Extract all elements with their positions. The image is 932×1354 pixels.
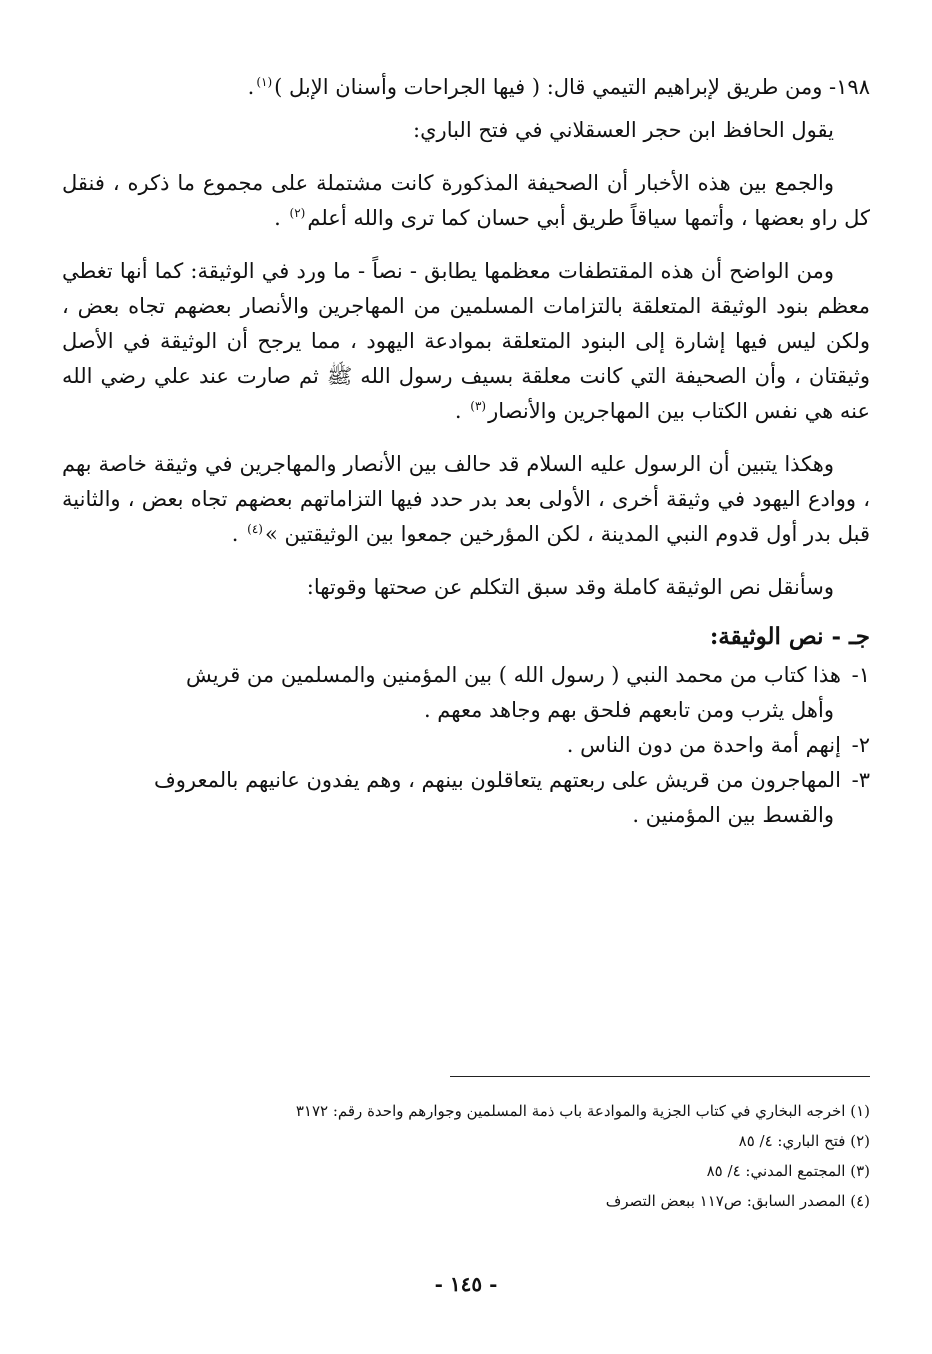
page-number: - ١٤٥ - — [434, 1272, 498, 1296]
paragraph-198: ١٩٨- ومن طريق لإبراهيم التيمي قال: ( فيها الجراحات وأسنان الإبل )$^{(١)}$. — [247, 75, 870, 99]
paragraph-jam-text: والجمع بين هذه الأخبار أن الصحيفة المذكورة كانت مشتملة على مجموع ما ذكره ، فنقل كل راو بعضها ، وأتمها سياقاً طريق أبي حسان كما ترى والله أعلم — [62, 171, 870, 230]
footnote-ref-4: (٤) — [247, 522, 263, 536]
footnote: (١) اخرجه البخاري في كتاب الجزية والموادعة باب ذمة المسلمين وجوارهم واحدة رقم: ٣١٧٢ — [295, 1102, 870, 1120]
paragraph-hakadha-text: وهكذا يتبين أن الرسول عليه السلام قد حالف بين الأنصار والمهاجرين في وثيقة خاصة بهم ، ووادع اليهود في وثيقة أخرى ، الأولى بعد بدر حدد فيها التزاماتهم بعضهم تجاه بعض ، والثانية قبل بدر أول قدوم النبي المدينة ، لكن المؤرخين جمعوا بين الوثيقتين » — [62, 452, 870, 546]
main-text — [62, 70, 870, 833]
paragraph-hafiz: يقول الحافظ ابن حجر العسقلاني في فتح الباري: — [413, 118, 834, 142]
section-heading: جـ - نص الوثيقة: — [709, 623, 870, 650]
footnote: (٤) المصدر السابق: ص١١٧ ببعض التصرف — [605, 1192, 870, 1210]
paragraph-hakadha: وهكذا يتبين أن الرسول عليه السلام قد حالف بين الأنصار والمهاجرين في وثيقة خاصة بهم ، ووادع اليهود في وثيقة أخرى ، الأولى بعد بدر حدد فيها التزاماتهم بعضهم تجاه بعض ، والثانية قبل بدر أول قدوم النبي المدينة ، لكن المؤرخين جمعوا بين الوثيقتين »$^{(٤)}$ . — [62, 452, 870, 546]
item-number: ٣- — [851, 768, 870, 792]
item-text: هذا كتاب من محمد النبي ( رسول الله ) بين المؤمنين والمسلمين من قريش — [185, 663, 841, 687]
footnotes — [62, 1096, 870, 1216]
item-number: ١- — [851, 663, 870, 687]
item-continuation: وأهل يثرب ومن تابعهم فلحق بهم وجاهد معهم . — [423, 698, 834, 722]
list-item — [62, 658, 870, 693]
paragraph-198-text: ١٩٨- ومن طريق لإبراهيم التيمي قال: ( فيها الجراحات وأسنان الإبل ) — [274, 75, 870, 99]
item-text: إنهم أمة واحدة من دون الناس . — [566, 733, 841, 757]
footnote-ref-1: (١) — [256, 75, 273, 89]
item-text: المهاجرون من قريش على ربعتهم يتعاقلون بينهم ، وهم يفدون عانيهم بالمعروف — [153, 768, 841, 792]
paragraph-wadih-text: ومن الواضح أن هذه المقتطفات معظمها يطابق - نصاً - ما ورد في الوثيقة: كما أنها تغطي معظم بنود الوثيقة المتعلقة بالتزامات المسلمين من المهاجرين والأنصار بعضهم تجاه بعض ، ولكن ليس فيها إشارة إلى البنود المتعلقة بموادعة اليهود ، مما يرجح أن الوثيقة في الأصل وثيقتان ، وأن الصحيفة التي كانت معلقة بسيف رسول الله ﷺ ثم صارت عند علي رضي الله عنه هي نفس الكتاب بين المهاجرين والأنصار — [62, 259, 870, 423]
paragraph-wadih: ومن الواضح أن هذه المقتطفات معظمها يطابق - نصاً - ما ورد في الوثيقة: كما أنها تغطي معظم بنود الوثيقة المتعلقة بالتزامات المسلمين من المهاجرين والأنصار بعضهم تجاه بعض ، ولكن ليس فيها إشارة إلى البنود المتعلقة بموادعة اليهود ، مما يرجح أن الوثيقة في الأصل وثيقتان ، وأن الصحيفة التي كانت معلقة بسيف رسول الله ﷺ ثم صارت عند علي رضي الله عنه هي نفس الكتاب بين المهاجرين والأنصار$^{(٣)}$ . — [62, 259, 870, 423]
footnote-ref-3: (٣) — [470, 399, 487, 413]
footnote-ref-2: (٢) — [289, 206, 306, 220]
list-item — [62, 728, 870, 763]
paragraph-jam: والجمع بين هذه الأخبار أن الصحيفة المذكورة كانت مشتملة على مجموع ما ذكره ، فنقل كل راو بعضها ، وأتمها سياقاً طريق أبي حسان كما ترى والله أعلم$^{(٢)}$ . — [62, 171, 870, 230]
paragraph-sanaqul: وسأنقل نص الوثيقة كاملة وقد سبق التكلم عن صحتها وقوتها: — [306, 575, 834, 599]
item-continuation: والقسط بين المؤمنين . — [632, 803, 834, 827]
item-number: ٢- — [851, 733, 870, 757]
footnote: (٢) فتح الباري: ٤/ ٨٥ — [738, 1132, 870, 1150]
footnote-separator — [450, 1076, 870, 1077]
footnote: (٣) المجتمع المدني: ٤/ ٨٥ — [706, 1162, 870, 1180]
list-item — [62, 763, 870, 798]
